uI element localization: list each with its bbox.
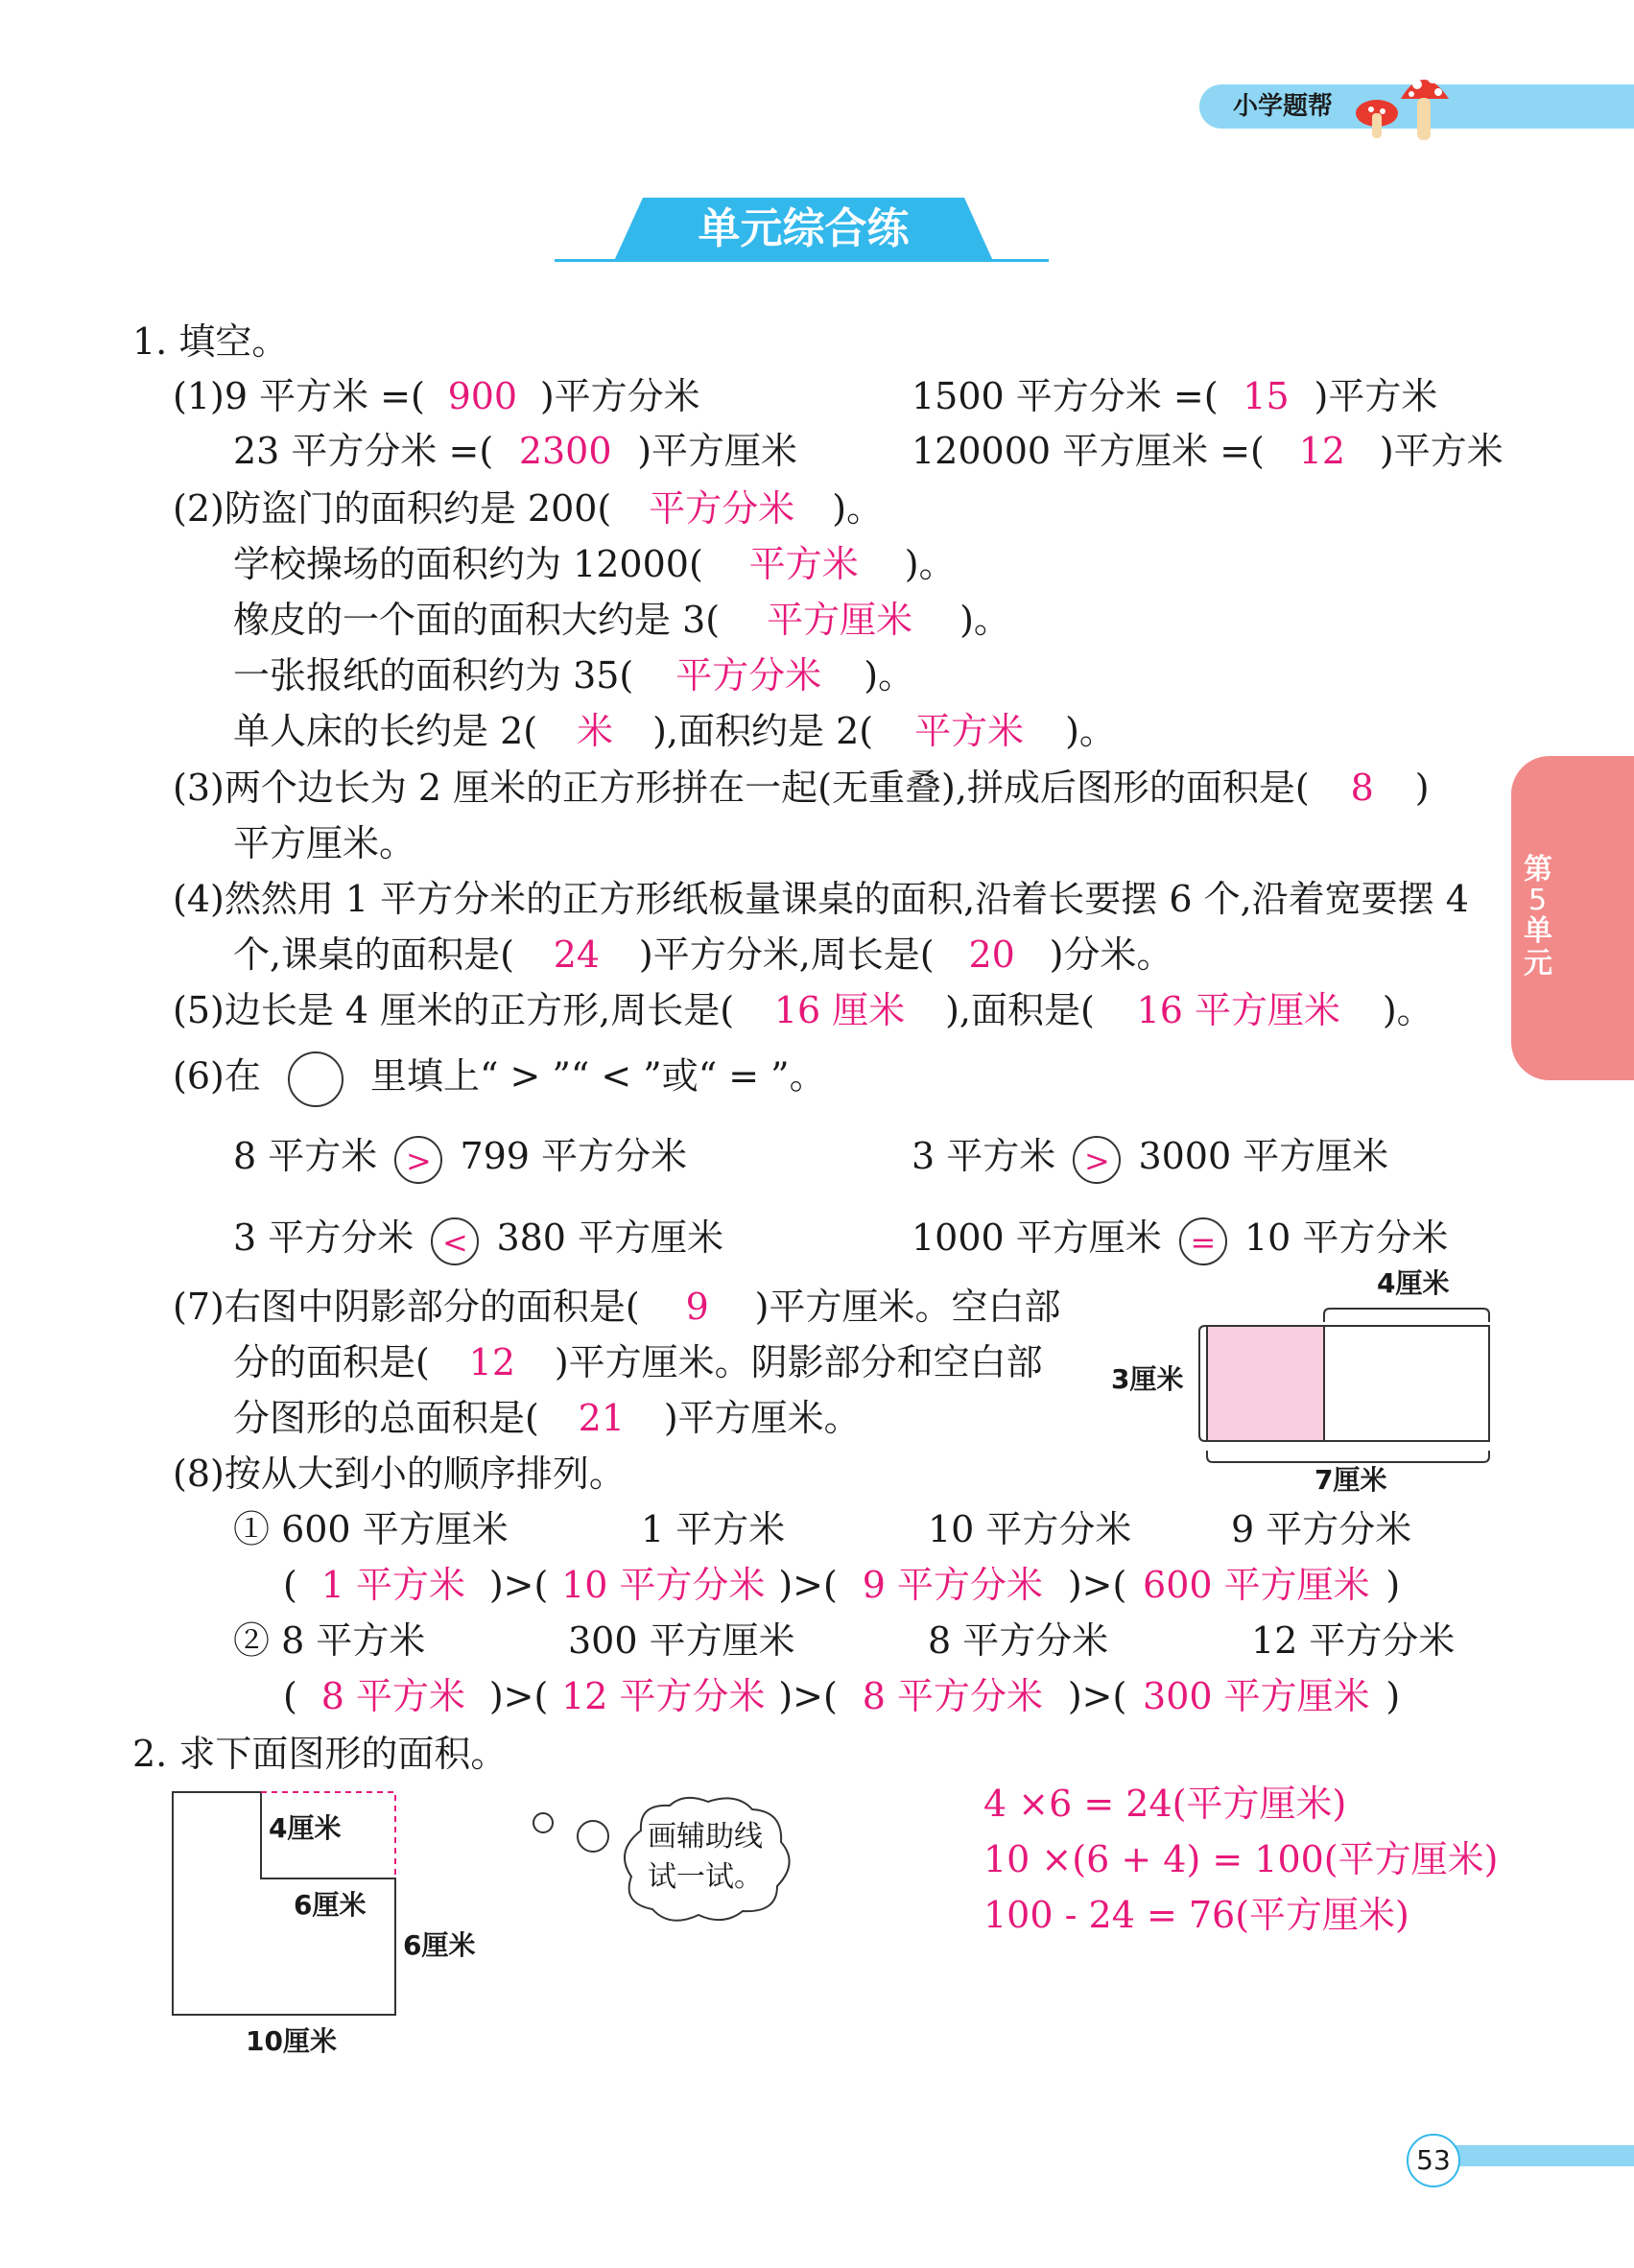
q1-8-g2-item-2: 300 平方厘米 (568, 1619, 795, 1662)
answer: 24 (553, 933, 601, 976)
shaded-rect (1207, 1326, 1324, 1441)
q1-2-line1: (2)防盗门的面积约是 200( 平方分米 )。 (173, 484, 883, 532)
answer: 600 平方厘米 (1143, 1564, 1370, 1606)
bubble-line2: 试一试。 (648, 1860, 763, 1894)
q1-6-item-2: 3 平方米 > 3000 平方厘米 (912, 1132, 1388, 1184)
brand-name: 小学题帮 (1233, 92, 1334, 121)
q1-4-line1: (4)然然用 1 平方分米的正方形纸板量课桌的面积,沿着长要摆 6 个,沿着宽要摆 4 (173, 878, 1469, 920)
q1-6-item-3: 3 平方分米 < 380 平方厘米 (233, 1214, 723, 1265)
answer: 平方分米 (675, 654, 822, 697)
q1-2-line5: 单人床的长约是 2( 米 ),面积约是 2( 平方米 )。 (233, 707, 1116, 755)
q1-8-g1-item-2: 1 平方米 (641, 1508, 786, 1550)
q1-2-line3: 橡皮的一个面的面积大约是 3( 平方厘米 )。 (233, 596, 1010, 644)
fig7-top-label: 4厘米 (1377, 1267, 1450, 1299)
answer: 12 (468, 1341, 515, 1383)
answer: 米 (577, 710, 614, 752)
fig7-left-label: 3厘米 (1111, 1363, 1184, 1395)
q2-label-6a: 6厘米 (294, 1889, 367, 1921)
answer: 2300 (518, 430, 612, 472)
q1-1a: (1)9 平方米 =( 900 )平方分米 (173, 372, 700, 420)
q1-8-g2-item-4: 12 平方分米 (1251, 1619, 1456, 1662)
answer: 9 (685, 1286, 709, 1328)
q1-8-head: (8)按从大到小的顺序排列。 (173, 1453, 626, 1495)
answer: 21 (578, 1397, 625, 1439)
bubble-line1: 画辅助线 (648, 1820, 763, 1854)
answer: 15 (1243, 375, 1290, 417)
q2-answer-2: 10 ×(6 + 4) = 100(平方厘米) (983, 1838, 1499, 1880)
q2-heading: 2. 求下面图形的面积。 (132, 1733, 508, 1775)
q1-1b: 1500 平方分米 =( 15 )平方米 (912, 372, 1437, 420)
answer: 平方米 (748, 543, 859, 585)
answer: 8 平方米 (320, 1675, 465, 1717)
compare-circle: = (1179, 1217, 1227, 1265)
answer: 20 (968, 933, 1015, 976)
blank-rect (1324, 1326, 1489, 1441)
mushroom-icon (1348, 56, 1463, 147)
q2-label-4: 4厘米 (269, 1812, 342, 1844)
q1-7-line2: 分的面积是( 12 )平方厘米。阴影部分和空白部 (233, 1338, 1043, 1386)
answer: 300 平方厘米 (1143, 1675, 1370, 1717)
q2-label-6b: 6厘米 (403, 1929, 476, 1961)
q1-4-line2: 个,课桌的面积是( 24 )平方分米,周长是( 20 )分米。 (233, 931, 1172, 979)
answer: 900 (447, 375, 518, 417)
answer: 16 平方厘米 (1136, 989, 1341, 1031)
answer: 12 平方分米 (561, 1675, 766, 1717)
unit-tab-num: 5 (1528, 884, 1548, 917)
q1-8-g2-answers: ( 8 平方米 )>( 12 平方分米 )>( 8 平方分米 )>( 300 平方厘米 ) (283, 1672, 1400, 1720)
compare-circle: < (431, 1217, 479, 1265)
q1-7-figure (1190, 1305, 1497, 1468)
q1-6-item-1: 8 平方米 > 799 平方分米 (233, 1132, 687, 1184)
q1-5: (5)边长是 4 厘米的正方形,周长是( 16 厘米 ),面积是( 16 平方厘米 )。 (173, 986, 1433, 1034)
q1-7-line3: 分图形的总面积是( 21 )平方厘米。 (233, 1394, 861, 1442)
page-number: 53 (1407, 2134, 1460, 2187)
q1-7-line1: (7)右图中阴影部分的面积是( 9 )平方厘米。空白部 (173, 1283, 1060, 1331)
q1-8-g1-item-1: ① 600 平方厘米 (233, 1508, 509, 1550)
q2-answer-1: 4 ×6 = 24(平方厘米) (983, 1783, 1347, 1825)
q1-3-line1: (3)两个边长为 2 厘米的正方形拼在一起(无重叠),拼成后图形的面积是( 8 ) (173, 764, 1430, 812)
q1-3-line2: 平方厘米。 (233, 822, 416, 864)
fig7-bottom-label: 7厘米 (1314, 1464, 1387, 1496)
compare-circle: > (394, 1136, 442, 1184)
answer: 8 (1350, 767, 1374, 809)
unit-tab-line1: 第 (1524, 853, 1552, 886)
q1-8-g1-item-3: 10 平方分米 (928, 1508, 1132, 1550)
answer: 9 平方分米 (862, 1564, 1043, 1606)
answer: 平方分米 (649, 487, 795, 530)
page-title: 单元综合练 (698, 204, 910, 253)
q1-1c: 23 平方分米 =( 2300 )平方厘米 (233, 427, 797, 475)
q1-8-g2-item-1: ② 8 平方米 (233, 1619, 426, 1662)
q1-2-line2: 学校操场的面积约为 12000( 平方米 )。 (233, 540, 956, 588)
answer: 16 厘米 (773, 989, 906, 1031)
answer: 8 平方分米 (862, 1675, 1043, 1717)
q2-label-10: 10厘米 (246, 2025, 337, 2057)
q1-1d: 120000 平方厘米 =( 12 )平方米 (912, 427, 1504, 475)
blank-circle (288, 1051, 343, 1107)
answer: 平方米 (914, 710, 1025, 752)
answer: 10 平方分米 (561, 1564, 766, 1606)
q1-8-g1-answers: ( 1 平方米 )>( 10 平方分米 )>( 9 平方分米 )>( 600 平方厘米 ) (283, 1561, 1400, 1609)
unit-tab-line2: 单元 (1524, 914, 1552, 980)
answer: 12 (1298, 430, 1346, 472)
answer: 平方厘米 (767, 599, 913, 641)
q1-2-line4: 一张报纸的面积约为 35( 平方分米 )。 (233, 651, 914, 699)
q1-8-g1-item-4: 9 平方分米 (1231, 1508, 1412, 1550)
q1-8-g2-item-3: 8 平方分米 (928, 1619, 1109, 1662)
compare-circle: > (1073, 1136, 1121, 1184)
q1-heading: 1. 填空。 (132, 320, 289, 363)
q1-6-head: (6)在 里填上“ > ”“ < ”或“ = ”。 (173, 1051, 826, 1107)
answer: 1 平方米 (320, 1564, 465, 1606)
q1-6-item-4: 1000 平方厘米 = 10 平方分米 (912, 1214, 1448, 1265)
q2-answer-3: 100 - 24 = 76(平方厘米) (983, 1894, 1409, 1936)
